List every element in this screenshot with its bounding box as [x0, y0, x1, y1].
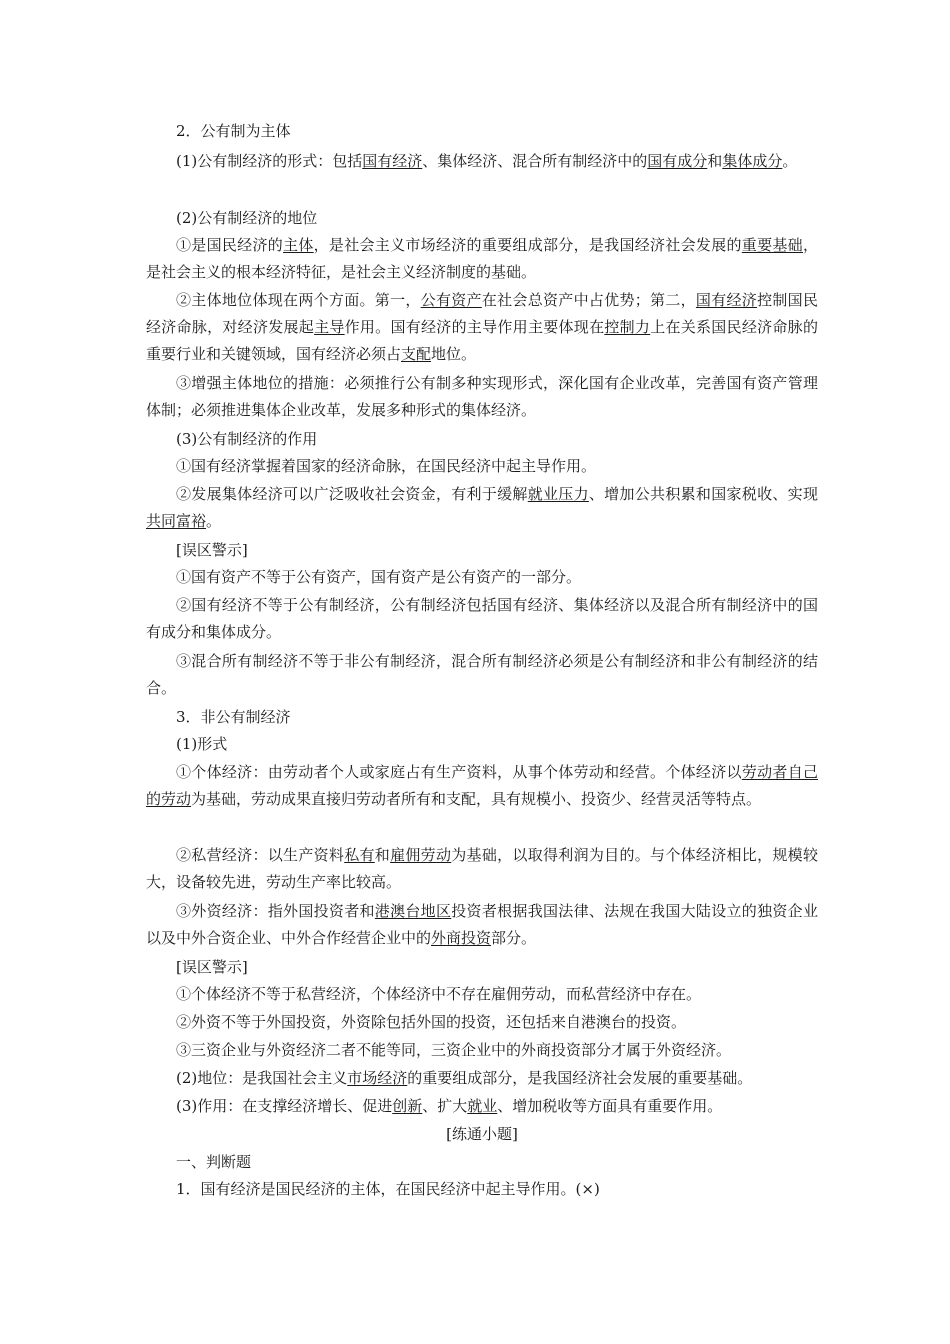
text-segment: ，是社会主义的根本经济特征，是社会主义经济制度的基础。 — [146, 236, 818, 281]
warning-label-1 — [146, 537, 818, 564]
subheading-role — [146, 426, 818, 453]
underlined-keyword: 雇佣劳动 — [390, 846, 452, 864]
text-segment: 的重要组成部分，是我国经济社会发展的重要基础。 — [407, 1069, 753, 1087]
underlined-keyword: 集体成分 — [722, 152, 783, 170]
paragraph-private-economy — [146, 842, 818, 896]
paragraph-role-2 — [146, 481, 818, 535]
paragraph-non-public-role — [146, 1093, 818, 1120]
text-segment: 1．国有经济是国民经济的主体，在国民经济中起主导作用。(×) — [176, 1180, 600, 1198]
underlined-keyword: 外商投资 — [431, 929, 492, 947]
text-segment: 2．公有制为主体 — [176, 122, 291, 140]
text-segment: ②私营经济：以生产资料 — [176, 846, 345, 864]
text-segment: 3．非公有制经济 — [176, 708, 291, 726]
text-segment: ③三资企业与外资经济二者不能等同，三资企业中的外商投资部分才属于外资经济。 — [176, 1041, 732, 1059]
subheading-status — [146, 205, 818, 232]
text-segment: (3)作用：在支撑经济增长、促进 — [176, 1097, 393, 1115]
underlined-keyword: 主导 — [314, 318, 345, 336]
paragraph-non-public-status — [146, 1065, 818, 1092]
text-segment: [练通小题] — [446, 1125, 518, 1143]
text-segment: 、增加税收等方面具有重要作用。 — [497, 1097, 723, 1115]
text-segment: (2)公有制经济的地位 — [176, 209, 318, 227]
warning-label-2 — [146, 954, 818, 981]
text-segment: 为基础，劳动成果直接归劳动者所有和支配，具有规模小、投资少、经营灵活等特点。 — [191, 790, 762, 808]
underlined-keyword: 就业 — [467, 1097, 498, 1115]
text-segment: 投资者根据我国法律、法规在我国大陆设立的独资企业以及中外合资企业、中外合作经营企业中的 — [146, 902, 818, 947]
text-segment: ①是国民经济的 — [176, 236, 284, 254]
paragraph-status-1 — [146, 232, 818, 286]
text-segment: 一、判断题 — [176, 1153, 252, 1171]
warning-1-item-1 — [146, 564, 818, 591]
underlined-keyword: 就业压力 — [527, 485, 589, 503]
true-false-heading — [146, 1149, 818, 1176]
warning-2-item-1 — [146, 981, 818, 1008]
underlined-keyword: 重要基础 — [741, 236, 803, 254]
underlined-keyword: 私有 — [344, 846, 375, 864]
underlined-keyword: 共同富裕 — [146, 512, 207, 530]
text-segment: 和 — [374, 846, 391, 864]
underlined-keyword: 主体 — [283, 236, 314, 254]
paragraph-forms — [146, 148, 818, 175]
underlined-keyword: 公有资产 — [420, 291, 482, 309]
text-segment: ，是社会主义市场经济的重要组成部分，是我国经济社会发展的 — [313, 236, 742, 254]
warning-1-item-3 — [146, 648, 818, 702]
paragraph-role-1 — [146, 453, 818, 480]
paragraph-individual-economy — [146, 759, 818, 813]
underlined-keyword: 国有经济 — [695, 291, 758, 309]
text-segment: 和 — [707, 152, 723, 170]
paragraph-status-2 — [146, 287, 818, 368]
text-segment: ③增强主体地位的措施：必须推行公有制多种实现形式，深化国有企业改革，完善国有资产管理体制；必须推进集体企业改革，发展多种形式的集体经济。 — [146, 374, 818, 419]
text-segment: ②国有经济不等于公有制经济，公有制经济包括国有经济、集体经济以及混合所有制经济中的国有成分和集体成分。 — [146, 596, 818, 641]
text-segment: ③外资经济：指外国投资者和 — [176, 902, 375, 920]
underlined-keyword: 国有成分 — [647, 152, 708, 170]
underlined-keyword: 劳动者自己的劳动 — [146, 763, 818, 808]
text-segment: 、集体经济、混合所有制经济中的 — [422, 152, 648, 170]
text-segment: ①国有经济掌握着国家的经济命脉，在国民经济中起主导作用。 — [176, 457, 597, 475]
section-heading-public-ownership — [146, 118, 818, 145]
text-segment: 地位。 — [431, 345, 477, 363]
underlined-keyword: 国有经济 — [362, 152, 423, 170]
practice-heading — [146, 1121, 818, 1148]
warning-1-item-2 — [146, 592, 818, 646]
text-segment: (1)公有制经济的形式：包括 — [176, 152, 363, 170]
text-segment: [误区警示] — [176, 958, 248, 976]
text-segment: 在社会总资产中占优势；第二， — [481, 291, 696, 309]
underlined-keyword: 支配 — [401, 345, 432, 363]
paragraph-status-3 — [146, 370, 818, 424]
paragraph-foreign-economy — [146, 898, 818, 952]
text-segment: ②外资不等于外国投资，外资除包括外国的投资，还包括来自港澳台的投资。 — [176, 1013, 687, 1031]
text-segment: 、增加公共积累和国家税收、实现 — [588, 485, 818, 503]
section-heading-non-public — [146, 704, 818, 731]
text-segment: 为基础，以取得利润为目的。与个体经济相比，规模较大，设备较先进，劳动生产率比较高。 — [146, 846, 818, 891]
text-segment: ①国有资产不等于公有资产，国有资产是公有资产的一部分。 — [176, 568, 582, 586]
text-segment: (1)形式 — [176, 735, 228, 753]
text-segment: 、扩大 — [422, 1097, 468, 1115]
text-segment: (3)公有制经济的作用 — [176, 430, 318, 448]
subheading-forms — [146, 731, 818, 758]
underlined-keyword: 港澳台地区 — [374, 902, 452, 920]
text-segment: [误区警示] — [176, 541, 248, 559]
text-segment: 。 — [782, 152, 798, 170]
text-segment: 。 — [206, 512, 222, 530]
text-segment: ①个体经济：由劳动者个人或家庭占有生产资料，从事个体劳动和经营。个体经济以 — [176, 763, 742, 781]
underlined-keyword: 创新 — [392, 1097, 423, 1115]
underlined-keyword: 控制力 — [604, 318, 651, 336]
text-segment: ②发展集体经济可以广泛吸收社会资金，有利于缓解 — [176, 485, 528, 503]
text-segment: ①个体经济不等于私营经济，个体经济中不存在雇佣劳动，而私营经济中存在。 — [176, 985, 702, 1003]
warning-2-item-3 — [146, 1037, 818, 1064]
text-segment: 控制国民经济命脉，对经济发展起 — [146, 291, 818, 336]
warning-2-item-2 — [146, 1009, 818, 1036]
text-segment: 作用。国有经济的主导作用主要体现在 — [344, 318, 605, 336]
text-segment: 部分。 — [491, 929, 537, 947]
text-segment: 上在关系国民经济命脉的重要行业和关键领域，国有经济必须占 — [146, 318, 818, 363]
text-segment: (2)地位：是我国社会主义 — [176, 1069, 348, 1087]
text-segment: ②主体地位体现在两个方面。第一， — [176, 291, 421, 309]
question-1 — [146, 1176, 818, 1203]
text-segment: ③混合所有制经济不等于非公有制经济，混合所有制经济必须是公有制经济和非公有制经济的结合。 — [146, 652, 818, 697]
underlined-keyword: 市场经济 — [347, 1069, 408, 1087]
